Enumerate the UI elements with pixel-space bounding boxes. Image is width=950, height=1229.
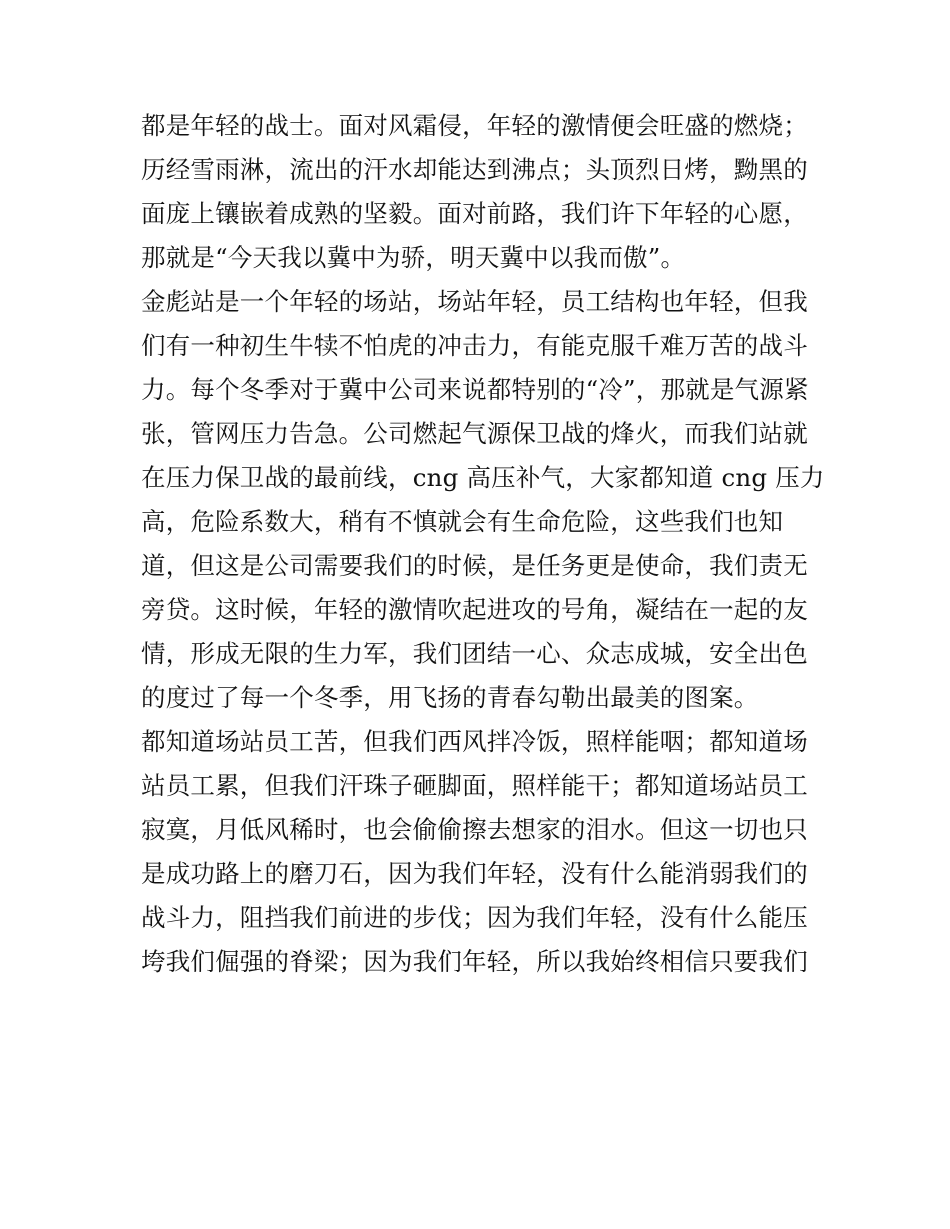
text-line: 寂寞，月低风稀时，也会偷偷擦去想家的泪水。但这一切也只 [141,815,808,844]
text-line: 张，管网压力告急。公司燃起气源保卫战的烽火，而我们站就 [141,419,808,448]
text-line: 都是年轻的战士。面对风霜侵，年轻的激情便会旺盛的燃烧； [141,111,808,140]
text-line: 历经雪雨淋，流出的汗水却能达到沸点；头顶烈日烤，黝黑的 [141,155,808,184]
text-line: 的度过了每一个冬季，用飞扬的青春勾勒出最美的图案。 [141,683,759,712]
text-line: 旁贷。这时候，年轻的激情吹起进攻的号角，凝结在一起的友 [141,595,808,624]
text-line: 力。每个冬季对于冀中公司来说都特别的“冷”，那就是气源紧 [141,375,809,404]
text-line: 面庞上镶嵌着成熟的坚毅。面对前路，我们许下年轻的心愿， [141,199,808,228]
text-line: 垮我们倔强的脊梁；因为我们年轻，所以我始终相信只要我们 [141,947,808,976]
document-body-text [141,104,825,984]
text-line: 道，但这是公司需要我们的时候，是任务更是使命，我们责无 [141,551,808,580]
text-line: 金彪站是一个年轻的场站，场站年轻，员工结构也年轻，但我 [141,287,808,316]
text-line: 站员工累，但我们汗珠子砸脚面，照样能干；都知道场站员工 [141,771,808,800]
text-line: 高，危险系数大，稍有不慎就会有生命危险，这些我们也知 [141,507,784,536]
text-line: 战斗力，阻挡我们前进的步伐；因为我们年轻，没有什么能压 [141,903,808,932]
text-line: 们有一种初生牛犊不怕虎的冲击力，有能克服千难万苦的战斗 [141,331,808,360]
text-line: 都知道场站员工苦，但我们西风拌冷饭，照样能咽；都知道场 [141,727,808,756]
text-line: 在压力保卫战的最前线，cng 高压补气，大家都知道 cng 压力 [141,463,825,492]
text-line: 情，形成无限的生力军，我们团结一心、众志成城，安全出色 [141,639,808,668]
text-line: 是成功路上的磨刀石，因为我们年轻，没有什么能消弱我们的 [141,859,808,888]
text-line: 那就是“今天我以冀中为骄，明天冀中以我而傲”。 [141,243,686,272]
